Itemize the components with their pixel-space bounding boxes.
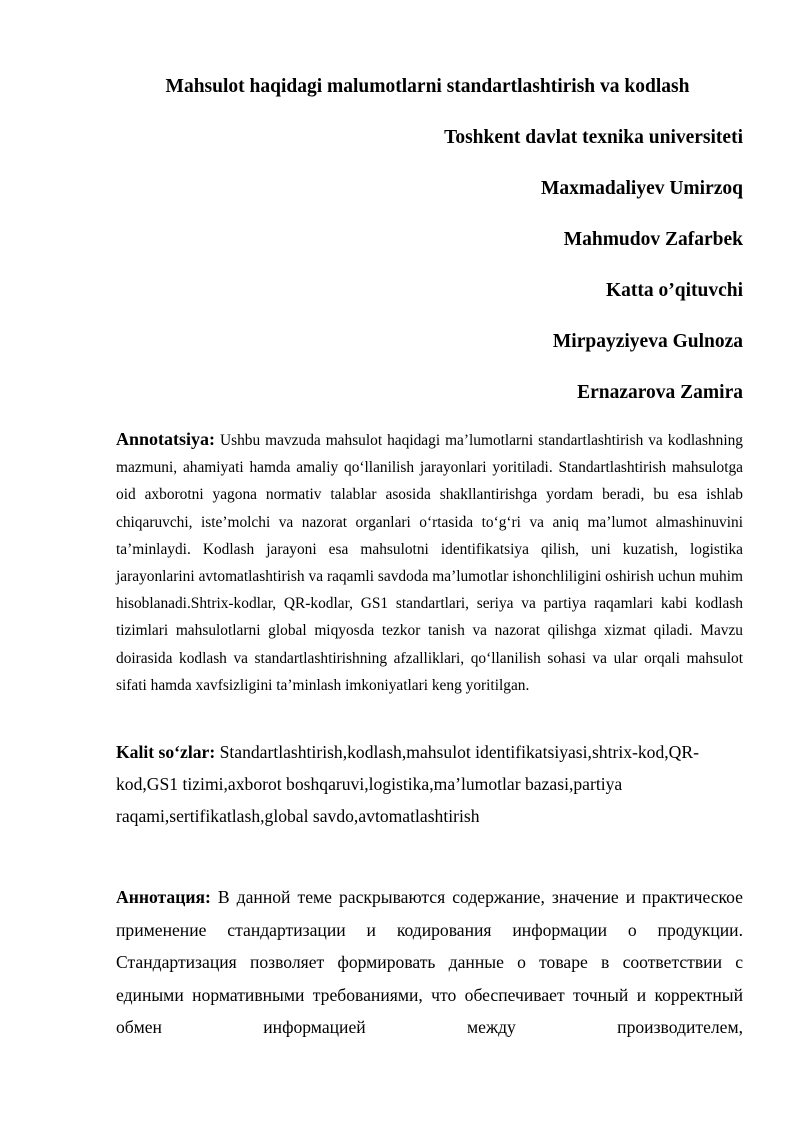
author-2: Mahmudov Zafarbek <box>563 229 743 250</box>
keywords <box>116 736 743 832</box>
abstract-uz-label: Annotatsiya: <box>116 429 216 449</box>
paper-title: Mahsulot haqidagi malumotlarni standartlashtirish va kodlash <box>165 76 690 97</box>
affiliation: Toshkent davlat texnika universiteti <box>444 127 743 148</box>
author-5: Ernazarova Zamira <box>577 382 743 403</box>
abstract-ru-text: В данной теме раскрываются содержание, значение и практическое применение стандартизации и кодирования информации о продукции. Стандартизация позволяет формировать данные о товаре в соответствии с едиными нормативными требованиями, что обеспечивает точный и корректный обмен информацией между производителем, <box>116 887 743 1038</box>
abstract-uz-text: Ushbu mavzuda mahsulot haqidagi ma’lumotlarni standartlashtirish va kodlashning mazmuni, ahamiyati hamda amaliy qo‘llanilish jarayonlari yoritiladi. Standartlashtirish mahsulotga oid axborotni yagona normativ talablar asosida shakllantirishga yordam beradi, bu esa ishlab chiqaruvchi, iste’molchi va nazorat organlari o‘rtasida to‘g‘ri va aniq ma’lumot almashinuvini ta’minlaydi. Kodlash jarayoni esa mahsulotni identifikatsiya qilish, uni kuzatish, logistika jarayonlarini avtomatlashtirish va raqamli savdoda ma’lumotlar ishonchliligini oshirish uchun muhim hisoblanadi.Shtrix-kodlar, QR-kodlar, GS1 standartlari, seriya va partiya raqamlari kabi kodlash tizimlari mahsulotlarni global miqyosda tezkor tanish va nazorat qilishga xizmat qiladi. Mavzu doirasida kodlash va standartlashtirishning afzalliklari, qo‘llanilish sohasi va ular orqali mahsulot sifati hamda xavfsizligini ta’minlash imkoniyatlari keng yoritilgan. <box>116 432 743 694</box>
abstract-ru-label: Аннотация: <box>116 887 211 907</box>
author-4: Mirpayziyeva Gulnoza <box>552 331 743 352</box>
abstract-ru <box>116 881 743 1044</box>
abstract-uz <box>116 426 743 699</box>
author-1: Maxmadaliyev Umirzoq <box>540 178 743 199</box>
keywords-label: Kalit so‘zlar: <box>116 742 216 762</box>
keywords-text: Standartlashtirish,kodlash,mahsulot identifikatsiyasi,shtrix-kod,QR-kod,GS1 tizimi,axborot boshqaruvi,logistika,ma’lumotlar bazasi,partiya raqami,sertifikatlash,global savdo,avtomatlashtirish <box>116 742 699 826</box>
author-3-title: Katta o’qituvchi <box>605 280 743 301</box>
